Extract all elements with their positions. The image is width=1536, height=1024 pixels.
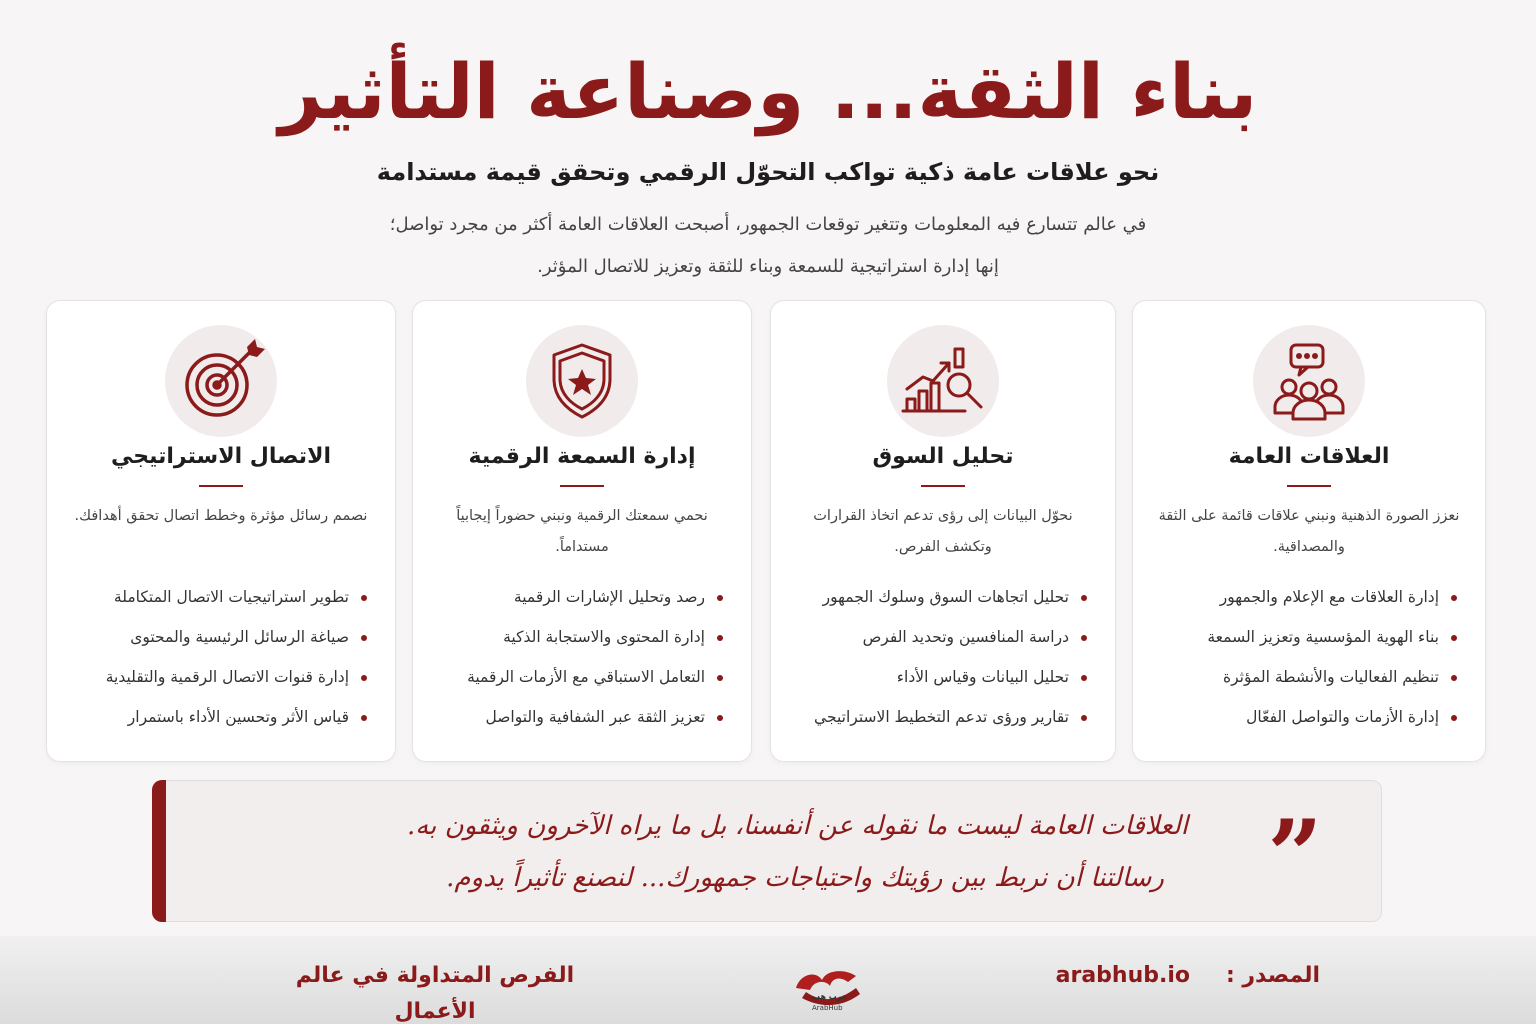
arabhub-logo xyxy=(786,962,876,1018)
bullet-icon xyxy=(361,595,367,601)
bullet-icon xyxy=(717,715,723,721)
list-item: التعامل الاستباقي مع الأزمات الرقمية xyxy=(429,657,723,697)
card-title: تحليل السوق xyxy=(872,444,1014,469)
list-item: إدارة الأزمات والتواصل الفعّال xyxy=(1149,697,1457,737)
intro-line-1: في عالم تتسارع فيه المعلومات وتتغير توقعات الجمهور، أصبحت العلاقات العامة أكثر من مجرد تواصل؛ xyxy=(389,214,1147,235)
bullet-icon xyxy=(1081,595,1087,601)
card-list xyxy=(63,577,367,737)
bullet-icon xyxy=(717,675,723,681)
card-description: نصمم رسائل مؤثرة وخطط اتصال تحقق أهدافك. xyxy=(74,508,368,524)
list-item: رصد وتحليل الإشارات الرقمية xyxy=(429,577,723,617)
source-url[interactable]: arabhub.io xyxy=(1055,963,1190,988)
list-item: إدارة قنوات الاتصال الرقمية والتقليدية xyxy=(63,657,367,697)
card-strategic-communication xyxy=(46,300,396,762)
chart-magnifier-icon xyxy=(887,325,999,437)
list-item: صياغة الرسائل الرئيسية والمحتوى xyxy=(63,617,367,657)
bullet-icon xyxy=(1081,675,1087,681)
logo-text-en: ArabHub xyxy=(812,1004,843,1012)
bullet-icon xyxy=(1081,715,1087,721)
card-divider xyxy=(921,485,965,487)
bullet-icon xyxy=(717,635,723,641)
list-item: تقارير ورؤى تدعم التخطيط الاستراتيجي xyxy=(787,697,1087,737)
list-item: تنظيم الفعاليات والأنشطة المؤثرة xyxy=(1149,657,1457,697)
bullet-icon xyxy=(1451,595,1457,601)
page-subtitle: نحو علاقات عامة ذكية تواكب التحوّل الرقمي وتحقق قيمة مستدامة xyxy=(376,158,1160,186)
quote-line-2: رسالتنا أن نربط بين رؤيتك واحتياجات جمهورك... لنصنع تأثيراً يدوم. xyxy=(446,863,1164,893)
quote-accent-bar xyxy=(152,780,166,922)
list-item: دراسة المنافسين وتحديد الفرص xyxy=(787,617,1087,657)
card-title: إدارة السمعة الرقمية xyxy=(468,444,696,469)
source-label: المصدر : xyxy=(1225,963,1320,988)
bullet-icon xyxy=(1451,635,1457,641)
bullet-icon xyxy=(361,675,367,681)
card-list xyxy=(1149,577,1457,737)
bullet-icon xyxy=(361,635,367,641)
card-description: نحمي سمعتك الرقمية ونبني حضوراً إيجابياً مستداماً. xyxy=(456,508,708,555)
card-divider xyxy=(560,485,604,487)
card-digital-reputation xyxy=(412,300,752,762)
list-item: إدارة المحتوى والاستجابة الذكية xyxy=(429,617,723,657)
intro-line-2: إنها إدارة استراتيجية للسمعة وبناء للثقة وتعزيز للاتصال المؤثر. xyxy=(537,256,999,277)
bullet-icon xyxy=(1451,715,1457,721)
people-chat-icon xyxy=(1253,325,1365,437)
quote-box xyxy=(152,780,1382,922)
card-public-relations xyxy=(1132,300,1486,762)
list-item: تحليل البيانات وقياس الأداء xyxy=(787,657,1087,697)
card-description: نعزز الصورة الذهنية ونبني علاقات قائمة على الثقة والمصداقية. xyxy=(1158,508,1460,555)
bullet-icon xyxy=(1081,635,1087,641)
list-item: تحليل اتجاهات السوق وسلوك الجمهور xyxy=(787,577,1087,617)
logo-text-ar: عرب هب xyxy=(812,992,848,1001)
card-title: الاتصال الاستراتيجي xyxy=(111,444,331,469)
target-arrow-icon xyxy=(165,325,277,437)
bullet-icon xyxy=(1451,675,1457,681)
shield-star-icon xyxy=(526,325,638,437)
card-divider xyxy=(199,485,243,487)
card-description: نحوّل البيانات إلى رؤى تدعم اتخاذ القرارات وتكشف الفرص. xyxy=(813,508,1073,555)
list-item: تعزيز الثقة عبر الشفافية والتواصل xyxy=(429,697,723,737)
intro-text xyxy=(0,204,1536,288)
footer-tagline: الفرص المتداولة في عالم الأعمال xyxy=(295,963,575,1024)
card-title: العلاقات العامة xyxy=(1228,444,1390,469)
quote-line-1: العلاقات العامة ليست ما نقوله عن أنفسنا، بل ما يراه الآخرون ويثقون به. xyxy=(406,811,1188,841)
list-item: بناء الهوية المؤسسية وتعزيز السمعة xyxy=(1149,617,1457,657)
bullet-icon xyxy=(361,715,367,721)
page-title: بناء الثقة... وصناعة التأثير xyxy=(278,47,1258,136)
card-divider xyxy=(1287,485,1331,487)
bullet-icon xyxy=(717,595,723,601)
list-item: قياس الأثر وتحسين الأداء باستمرار xyxy=(63,697,367,737)
list-item: إدارة العلاقات مع الإعلام والجمهور xyxy=(1149,577,1457,617)
card-list xyxy=(787,577,1087,737)
quote-mark-icon: ” xyxy=(1267,799,1323,912)
list-item: تطوير استراتيجيات الاتصال المتكاملة xyxy=(63,577,367,617)
card-market-analysis xyxy=(770,300,1116,762)
card-list xyxy=(429,577,723,737)
